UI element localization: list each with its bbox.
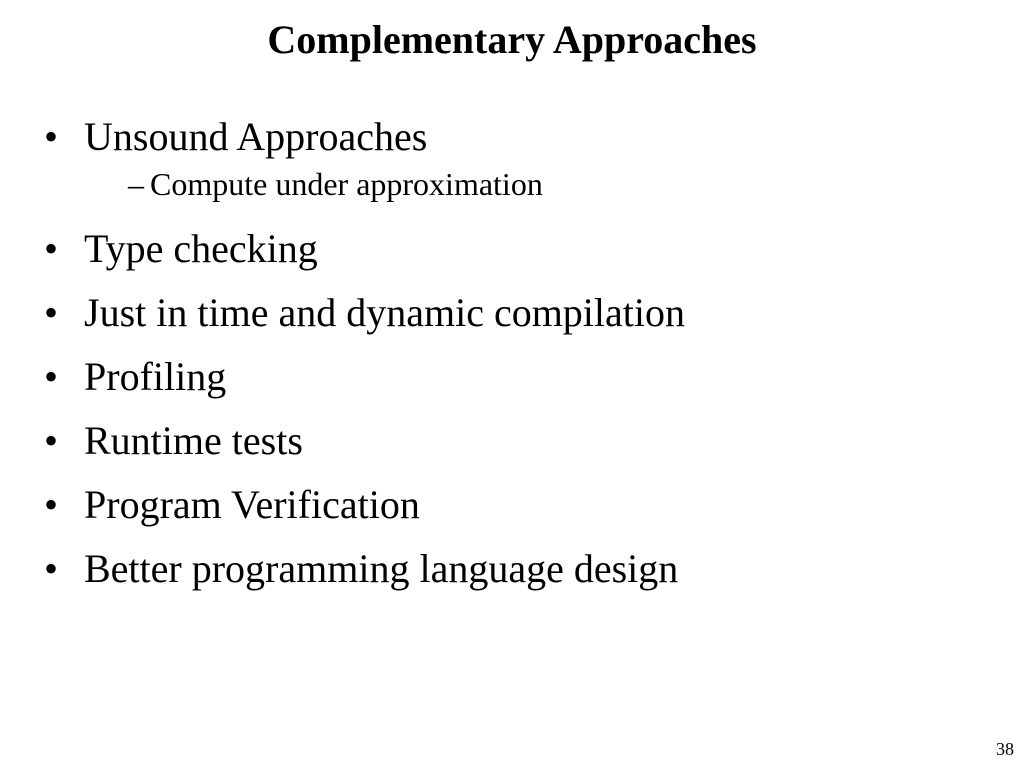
bullet-item: [44, 223, 1004, 275]
bullet-icon: •: [44, 354, 59, 399]
bullet-list: [44, 111, 1004, 607]
sub-bullet-text: Compute under approximation: [150, 166, 543, 202]
bullet-text: Type checking: [84, 226, 318, 271]
bullet-text: Better programming language design: [84, 546, 679, 591]
bullet-text: Unsound Approaches: [84, 114, 428, 159]
bullet-icon: •: [44, 418, 59, 463]
bullet-text: Profiling: [84, 354, 227, 399]
bullet-icon: •: [44, 226, 59, 271]
bullet-item: [44, 287, 1004, 339]
bullet-item: [44, 543, 1004, 595]
bullet-icon: •: [44, 546, 59, 591]
sub-bullet-item: [44, 163, 1004, 205]
bullet-text: Runtime tests: [84, 418, 303, 463]
bullet-icon: •: [44, 290, 59, 335]
bullet-text: Just in time and dynamic compilation: [84, 290, 686, 335]
bullet-item: [44, 415, 1004, 467]
dash-icon: –: [128, 166, 144, 202]
bullet-icon: •: [44, 114, 59, 159]
bullet-icon: •: [44, 482, 59, 527]
bullet-item: [44, 479, 1004, 531]
page-number: 38: [996, 739, 1014, 759]
bullet-item: [44, 111, 1004, 163]
bullet-item: [44, 351, 1004, 403]
slide-title: Complementary Approaches: [267, 17, 757, 62]
bullet-text: Program Verification: [84, 482, 420, 527]
